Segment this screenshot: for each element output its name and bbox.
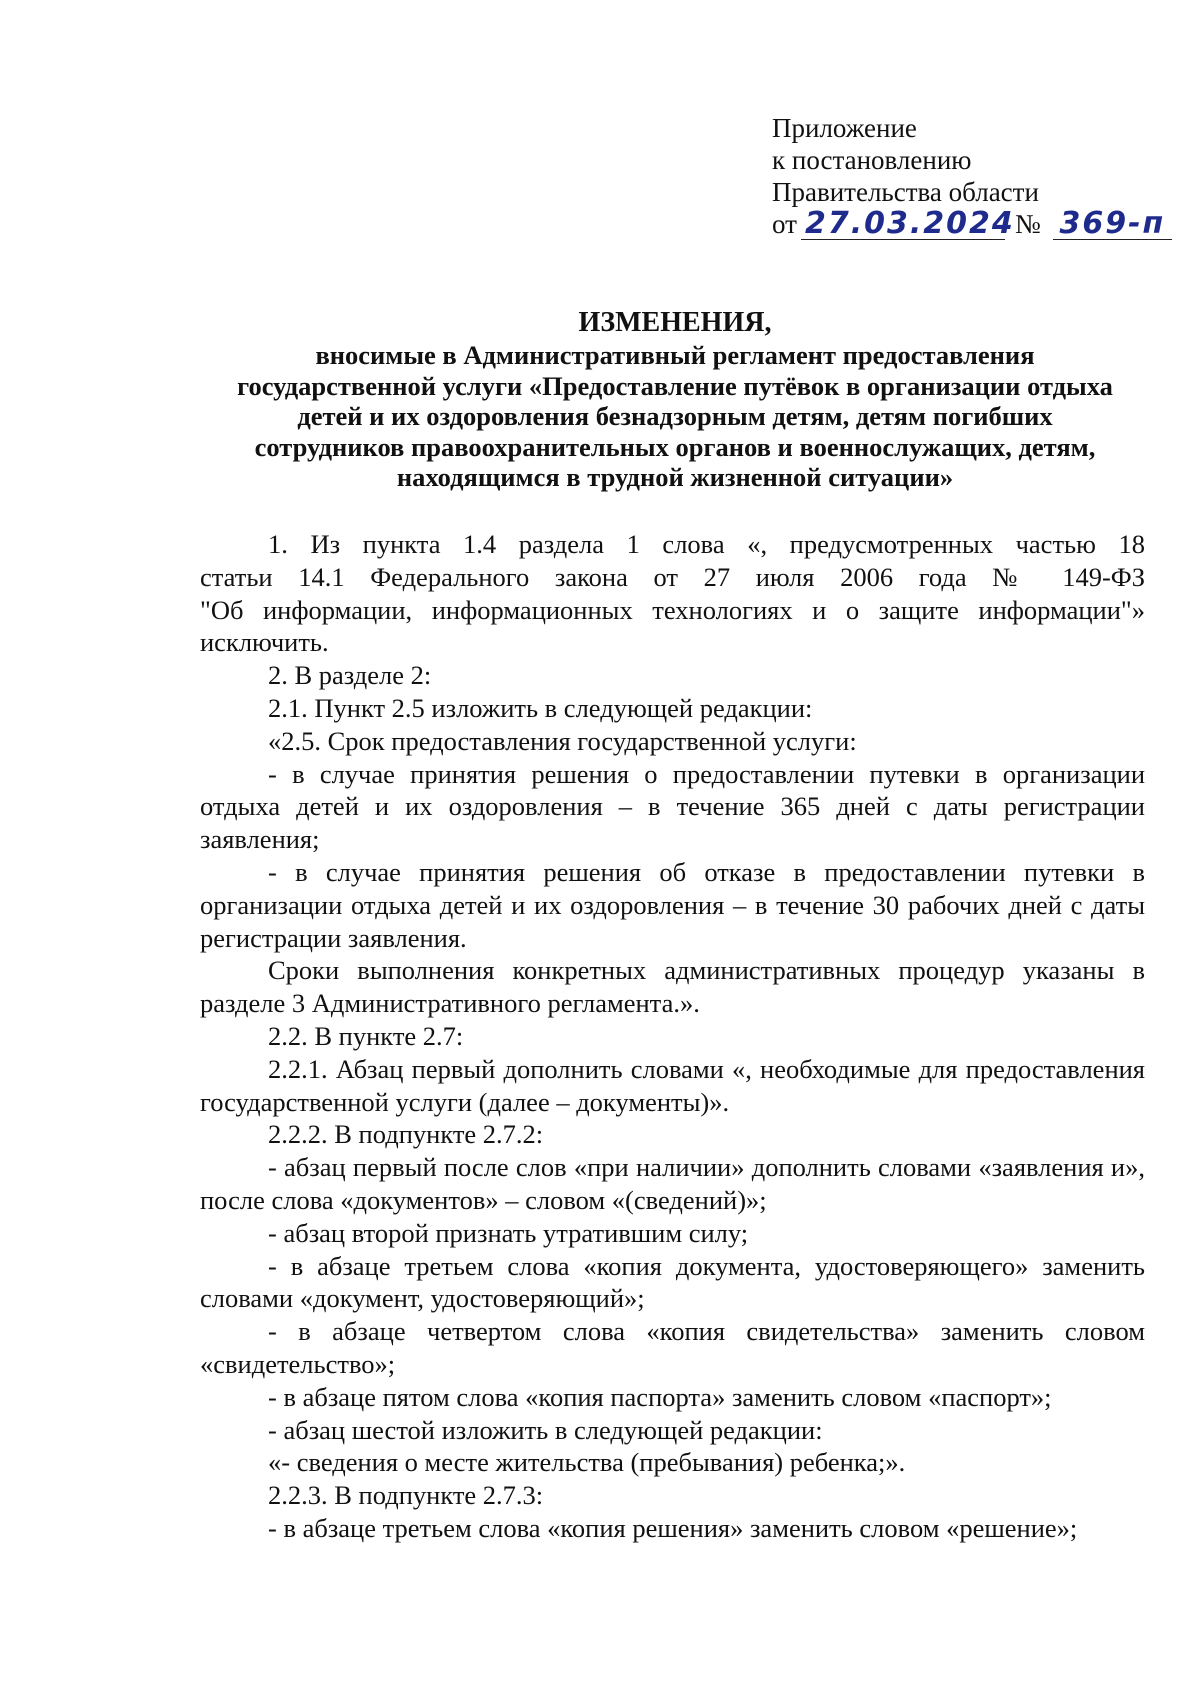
paragraph: 2.2.2. В подпункте 2.7.2:: [268, 1119, 544, 1150]
appendix-label: Приложение: [772, 113, 917, 143]
title-subline: вносимые в Административный регламент предоставления: [315, 340, 1035, 370]
paragraph: 2. В разделе 2:: [268, 660, 432, 691]
document-title-block: [190, 306, 1160, 493]
paragraph-1-line-4: исключить.: [200, 627, 329, 658]
paragraph-1-line-3: "Об информации, информационных технологиях и о защите информации"»: [200, 594, 1145, 625]
paragraph: 2.2.3. В подпункте 2.7.3:: [268, 1480, 544, 1511]
title-subline: находящимся в трудной жизненной ситуации»: [396, 462, 954, 492]
date-prefix: от: [772, 209, 797, 239]
paragraph: «2.5. Срок предоставления государственной услуги:: [268, 725, 857, 756]
appendix-header: [772, 112, 1172, 240]
paragraph: 2.2. В пункте 2.7:: [268, 1020, 464, 1051]
appendix-government: Правительства области: [772, 177, 1039, 207]
paragraph: - абзац шестой изложить в следующей редакции:: [268, 1414, 823, 1445]
paragraph: «- сведения о месте жительства (пребывания) ребенка;».: [268, 1447, 906, 1478]
document-body: [200, 528, 1145, 1545]
paragraph: 2.1. Пункт 2.5 изложить в следующей редакции:: [268, 692, 813, 723]
paragraph: - в абзаце третьем слова «копия документа, удостоверяющего» заменить словами «документ, удостоверяющий»;: [200, 1250, 1145, 1314]
handwritten-date: 27.03.2024: [801, 209, 1005, 240]
number-prefix: №: [1014, 209, 1041, 239]
title-subline: сотрудников правоохранительных органов и военнослужащих, детям,: [254, 431, 1096, 462]
paragraph: - абзац первый после слов «при наличии» дополнить словами «заявления и», после слова «документов» – словом «(сведений)»;: [200, 1152, 1145, 1215]
paragraph-1-line-2: статьи 14.1 Федерального закона от 27 июля 2006 года № 149-ФЗ: [200, 561, 1145, 592]
paragraph-1-line-1: 1. Из пункта 1.4 раздела 1 слова «, предусмотренных частью 18: [268, 529, 1145, 559]
paragraph: - в абзаце третьем слова «копия решения» заменить словом «решение»;: [268, 1512, 1078, 1543]
title-subline: детей и их оздоровления безнадзорным детям, детям погибших: [297, 401, 1053, 431]
paragraph: - в случае принятия решения об отказе в предоставлении путевки в организации отдыха детей и их оздоровления – в течение 30 рабочих дней с даты регистрации заявления.: [200, 856, 1145, 953]
document-title: ИЗМЕНЕНИЯ,: [578, 307, 772, 338]
title-subline: государственной услуги «Предоставление путёвок в организации отдыха: [237, 370, 1113, 401]
paragraph: - в абзаце четвертом слова «копия свидетельства» заменить словом «свидетельство»;: [200, 1316, 1145, 1379]
paragraph: - в абзаце пятом слова «копия паспорта» заменить словом «паспорт»;: [268, 1381, 1052, 1412]
paragraph: 2.2.1. Абзац первый дополнить словами «, необходимые для предоставления государственной услуги (далее – документы)».: [200, 1053, 1145, 1117]
paragraph: - в случае принятия решения о предоставлении путевки в организации отдыха детей и их оздоровления – в течение 365 дней с даты регистрации заявления;: [200, 758, 1145, 855]
paragraph: Сроки выполнения конкретных административных процедур указаны в разделе 3 Административного регламента.».: [200, 955, 1145, 1019]
paragraph: - абзац второй признать утратившим силу;: [268, 1217, 749, 1248]
handwritten-number: 369-п: [1053, 209, 1172, 240]
appendix-date-number-line: [772, 208, 1172, 240]
appendix-to-resolution: к постановлению: [772, 145, 972, 175]
